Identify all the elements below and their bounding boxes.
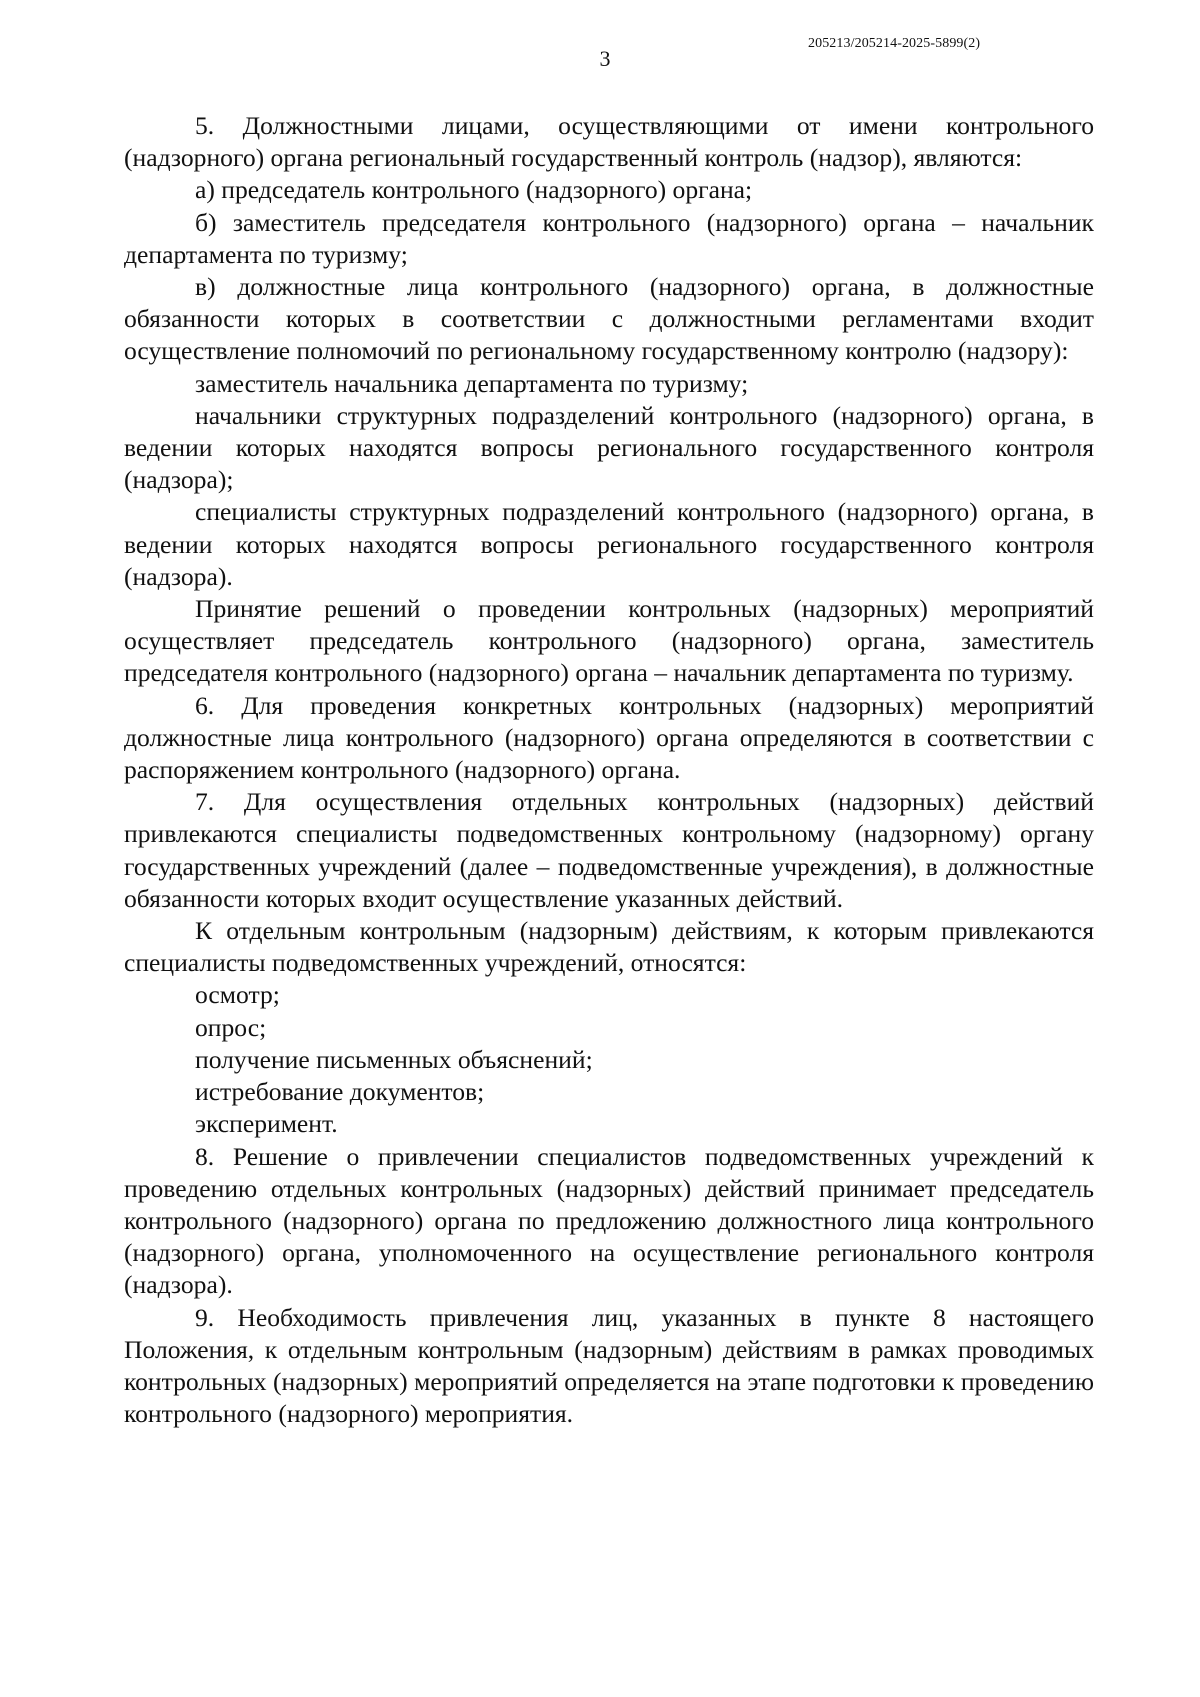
- paragraph-5-intro: 5. Должностными лицами, осуществляющими от имени контрольного (надзорного) органа региональный государственный контроль (надзор), являются:: [124, 111, 1094, 173]
- paragraph-8: 8. Решение о привлечении специалистов подведомственных учреждений к проведению отдельных контрольных (надзорных) действий принимает председатель контрольного (надзорного) органа по предложению должностного лица контрольного (надзорного) органа, уполномоченного на осуществление регионального контроля (надзора).: [124, 1141, 1094, 1300]
- list-subitem-specialists: специалисты структурных подразделений контрольного (надзорного) органа, в ведении которых находятся вопросы регионального государственного контроля (надзора).: [124, 497, 1094, 591]
- list-item-inspection: осмотр;: [195, 980, 280, 1010]
- list-item-b: б) заместитель председателя контрольного (надзорного) органа – начальник департамента по туризму;: [124, 207, 1094, 269]
- list-item-a: а) председатель контрольного (надзорного) органа;: [195, 175, 753, 205]
- paragraph-9: 9. Необходимость привлечения лиц, указанных в пункте 8 настоящего Положения, к отдельным контрольным (надзорным) действиям в рамках проводимых контрольных (надзорных) мероприятий определяется на этапе подготовки к проведению контрольного (надзорного) мероприятия.: [124, 1302, 1094, 1429]
- document-body: [124, 110, 1094, 1430]
- list-item-written-explanations: получение письменных объяснений;: [195, 1044, 593, 1074]
- paragraph-actions-intro: К отдельным контрольным (надзорным) действиям, к которым привлекаются специалисты подведомственных учреждений, относятся:: [124, 916, 1094, 978]
- page-number: 3: [599, 46, 611, 71]
- paragraph-6: 6. Для проведения конкретных контрольных (надзорных) мероприятий должностные лица контрольного (надзорного) органа определяются в соответствии с распоряжением контрольного (надзорного) органа.: [124, 690, 1094, 785]
- paragraph-decision-making: Принятие решений о проведении контрольных (надзорных) мероприятий осуществляет председатель контрольного (надзорного) органа, заместитель председателя контрольного (надзорного) органа – начальник департамента по туризму.: [124, 594, 1094, 688]
- list-item-document-request: истребование документов;: [195, 1077, 485, 1107]
- list-item-survey: опрос;: [195, 1012, 267, 1042]
- list-item-v: в) должностные лица контрольного (надзорного) органа, в должностные обязанности которых в соответствии с должностными регламентами входит осуществление полномочий по региональному государственному контролю (надзору):: [124, 272, 1094, 366]
- document-registration-code: 205213/205214-2025-5899(2): [808, 36, 981, 51]
- list-subitem-deputy-head: заместитель начальника департамента по туризму;: [195, 368, 749, 398]
- paragraph-7: 7. Для осуществления отдельных контрольных (надзорных) действий привлекаются специалисты подведомственных контрольному (надзорному) органу государственных учреждений (далее – подведомственные учреждения), в должностные обязанности которых входит осуществление указанных действий.: [124, 787, 1094, 913]
- list-item-experiment: эксперимент.: [195, 1109, 338, 1139]
- list-subitem-unit-heads: начальники структурных подразделений контрольного (надзорного) органа, в ведении которых находятся вопросы регионального государственного контроля (надзора);: [124, 400, 1094, 495]
